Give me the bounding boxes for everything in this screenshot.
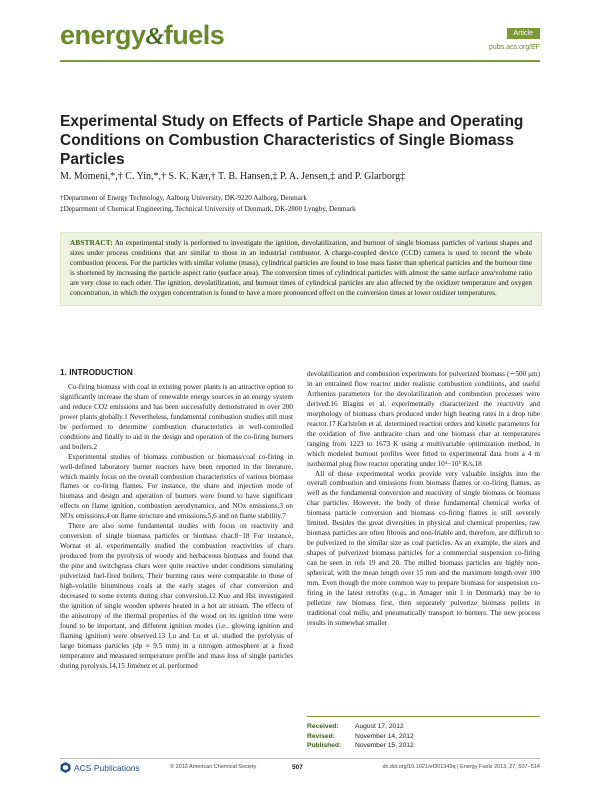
doi-citation[interactable]: dx.doi.org/10.1021/ef301343q | Energy Fuels 2013, 27, 507−514: [382, 764, 540, 770]
section-heading-introduction: 1. INTRODUCTION: [60, 367, 133, 377]
date-value: November 15, 2012: [355, 742, 414, 749]
date-row-received: [307, 722, 540, 732]
abstract-box: [60, 232, 542, 306]
header-divider: [60, 60, 540, 62]
paragraph: devolatilization and combustion experiments for pulverized biomass (∼500 μm) in an entrained flow reactor under realistic combustion conditions, and useful Arrhenius parameters for the devolatilization and combustion processes were derived.16 Biagini et al. experimentally characterized the reactivity and morphology of biomass chars produced under high heating rates in a drop tube reactor.17 Karlström et al. determined reaction orders and kinetic parameters for the oxidation of five anthracite chars and one biomass char at temperatures ranging from 1223 to 1673 K using a multivariable optimization method, in which modeled burnout profiles were fitted to experimental data from a 4 m isothermal plug flow reactor operating under 10⁴−10⁵ K/s.18: [307, 370, 540, 468]
paragraph: There are also some fundamental studies with focus on reactivity and conversion of single biomass particles or biomass char.8−18 For instance, Wornat et al. experimentally studied the combustion reactivities of chars produced from the pyrolysis of woody and herbaceous biomass and found that the pine and switchgrass chars were quite reactive under conditions simulating pulverized fuel-fired boilers. Their burning rates were comparable to those of high-volatile bituminous coals at the early stages of char conversion and decreased to some extents during char conversion.12 Kuo and Hsi investigated the ignition of single wooden spheres heated in a hot air stream. The effects of the anisotropy of the thermal properties of the wood on its ignition time were found to be important, and different ignition modes (i.e., glowing ignition and flaming ignition) were observed.13 Lu and Lu et al. studied the pyrolysis of large biomass particles (dp ≈ 9.5 mm) in a nitrogen atmosphere at a fixed temperature and measured temperature profile and mass loss of single particles during pyrolysis.14,15 Jiménez et al. performed: [60, 522, 293, 670]
logo-part2: fuels: [163, 20, 225, 50]
article-type-badge: Article: [507, 28, 540, 39]
date-value: August 17, 2012: [355, 723, 404, 730]
date-key: Revised:: [307, 732, 335, 740]
author-list: M. Momeni,*,† C. Yin,*,† S. K. Kær,† T. B. Hansen,‡ P. A. Jensen,‡ and P. Glarborg‡: [60, 171, 406, 182]
copyright-notice: © 2012 American Chemical Society: [170, 764, 257, 770]
journal-url-link[interactable]: pubs.acs.org/EF: [489, 44, 540, 51]
logo-part1: energy: [60, 20, 146, 50]
paragraph: All of these experimental works provide very valuable insights into the overall combustion and emissions from biomass flames or co-firing flames, as well as the fundamental conversion and reactivity of single biomass or biomass char particles. However, the body of these fundamental chemical works of biomass particle conversion and biomass co-firing flames is still severely limited. Besides the great diversities in physical and chemical properties, raw biomass particles are often fibrous and non-friable and, therefore, are difficult to be pulverized to the similar size as coal particles. As an example, the sizes and shapes of pulverized biomass particles for a commercial suspension co-firing can be seen in refs 19 and 20. The milled biomass particles are highly non-spherical, with the mean length over 15 mm and the maximum length over 100 mm. Even though the more common way to prepare biomass for suspension co-firing in the latest retrofits (e.g., in Amager unit 1 in Denmark) may be to pelletize raw biomass first, then separately pulverize biomass pellets in traditional coal mills, and pneumatically transport to burners. The new process results in somewhat smaller: [307, 469, 540, 627]
logo-ampersand: &: [145, 24, 164, 50]
abstract-label: ABSTRACT:: [70, 239, 113, 247]
paragraph: Co-firing biomass with coal in existing power plants is an attractive option to significantly increase the share of renewable energy sources in an energy system and reduce CO2 emissions and has been successfully demonstrated in over 200 power plants globally.1 Nevertheless, fundamental combustion studies still must be performed to determine combustion characteristics in well-controlled conditions and finally to aid in the design and operation of the co-firing burners and boilers.2: [60, 382, 293, 451]
abstract-text: An experimental study is performed to investigate the ignition, devolatilization, and burnout of single biomass particles of various shapes and sizes under process conditions that are similar to those in an industrial combustor. A charge-coupled device (CCD) camera is used to record the whole combustion process. For the particles with similar volume (mass), cylindrical particles are found to lose mass faster than spherical particles and the burnout time is shortened by increasing the particle aspect ratio (surface area). The conversion times of cylindrical particles with almost the same surface area/volume ratio are very close to each other. The ignition, devolatilization, and burnout times of cylindrical particles are also affected by the oxidizer temperature and oxygen concentration, in which the oxygen concentration is found to have a more pronounced effect on the conversion times at lower oxidizer temperatures.: [70, 239, 532, 298]
paragraph: Experimental studies of biomass combustion or biomass/coal co-firing in well-defined laboratory burner reactors have been reported in the literature, which mainly focus on the overall combustion characteristics of various biomass flames or co-firing flames. For instance, the share and injection mode of biomass and design and operation of burners were found to have significant effects on flame ignition, combustion aerodynamics, and NOx emissions,3 on NOx emissions,4 on flame structure and emissions,5,6 and on flame stability.7: [60, 452, 293, 521]
acs-hexagon-icon: [60, 762, 71, 773]
article-title: Experimental Study on Effects of Particle Shape and Operating Conditions on Combustion Characteristics of Single Biomass Particles: [60, 113, 524, 168]
acs-publications-logo[interactable]: [60, 762, 140, 773]
publication-dates: [307, 716, 540, 751]
affiliations: [60, 193, 540, 215]
affiliation-1: †Department of Energy Technology, Aalborg University, DK-9220 Aalborg, Denmark: [60, 194, 307, 202]
page-number: 507: [292, 764, 303, 771]
date-key: Published:: [307, 742, 342, 749]
date-key: Received:: [307, 723, 339, 730]
date-row-revised: [307, 732, 540, 742]
body-column-left: [60, 368, 293, 672]
publisher-name: ACS Publications: [74, 762, 140, 773]
body-column-right: [307, 370, 540, 629]
date-row-published: [307, 741, 540, 751]
footer-divider: [60, 758, 540, 759]
journal-logo[interactable]: [60, 22, 224, 49]
affiliation-2: ‡Department of Chemical Engineering, Technical University of Denmark, DK-2800 Lyngby, Denmark: [60, 205, 356, 213]
date-value: November 14, 2012: [355, 732, 414, 740]
